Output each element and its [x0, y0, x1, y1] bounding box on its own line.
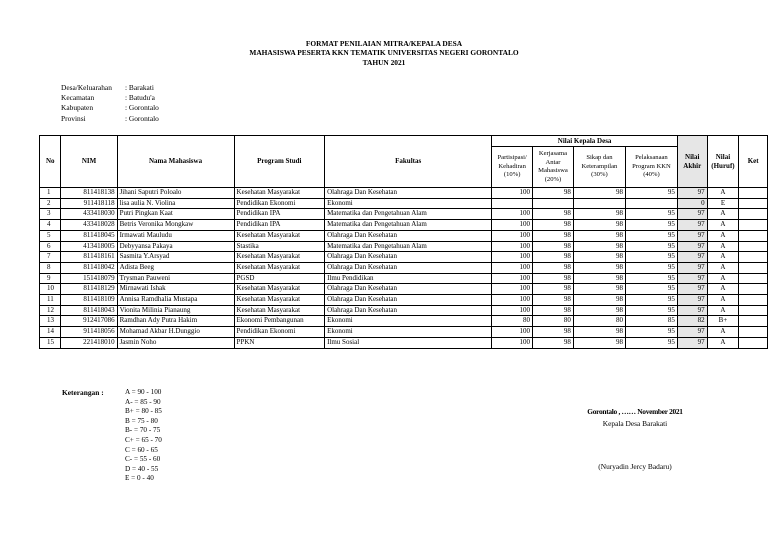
cell-fakultas: Olahraga Dan Kesehatan — [325, 188, 492, 199]
header-no: No — [40, 136, 61, 188]
cell-partisipasi: 100 — [492, 327, 533, 338]
cell-nama: lisa aulia N. Violina — [117, 198, 234, 209]
cell-nilai-huruf: A — [707, 188, 739, 199]
cell-sikap: 98 — [573, 220, 625, 231]
cell-sikap: 80 — [573, 316, 625, 327]
info-value: : Gorontalo — [125, 113, 159, 123]
cell-nilai-huruf: A — [707, 327, 739, 338]
cell-ket — [739, 198, 768, 209]
info-label: Kabupaten — [61, 103, 94, 113]
cell-ket — [739, 209, 768, 220]
cell-fakultas: Matematika dan Pengetahuan Alam — [325, 241, 492, 252]
header-kerjasama: Kerjasama Antar Mahasiswa (20%) — [533, 147, 574, 188]
cell-nilai-akhir: 0 — [677, 198, 707, 209]
cell-nama: Adista Beeg — [117, 262, 234, 273]
table-row — [40, 327, 768, 338]
cell-no: 13 — [40, 316, 61, 327]
cell-pelaksanaan: 85 — [625, 316, 677, 327]
cell-nilai-akhir: 97 — [677, 337, 707, 348]
cell-prodi: Pendidikan Ekonomi — [234, 327, 325, 338]
cell-prodi: PGSD — [234, 273, 325, 284]
cell-nilai-huruf: A — [707, 284, 739, 295]
info-row-kecamatan — [61, 93, 159, 103]
cell-no: 5 — [40, 230, 61, 241]
cell-nilai-huruf: A — [707, 295, 739, 306]
info-row-provinsi — [61, 114, 159, 124]
table-row — [40, 188, 768, 199]
info-row-desa — [61, 83, 159, 93]
table-row — [40, 252, 768, 263]
cell-sikap: 98 — [573, 252, 625, 263]
cell-partisipasi: 100 — [492, 252, 533, 263]
cell-nim: 221418010 — [61, 337, 117, 348]
cell-fakultas: Olahraga Dan Kesehatan — [325, 284, 492, 295]
cell-fakultas: Olahraga Dan Kesehatan — [325, 230, 492, 241]
cell-nilai-akhir: 97 — [677, 295, 707, 306]
cell-nilai-akhir: 97 — [677, 252, 707, 263]
cell-partisipasi: 100 — [492, 337, 533, 348]
cell-nilai-huruf: A — [707, 230, 739, 241]
cell-nama: Betris Veronika Mongkaw — [117, 220, 234, 231]
cell-nilai-akhir: 97 — [677, 188, 707, 199]
cell-fakultas: Olahraga Dan Kesehatan — [325, 252, 492, 263]
cell-pelaksanaan: 95 — [625, 252, 677, 263]
header-fakultas: Fakultas — [325, 136, 492, 188]
cell-ket — [739, 252, 768, 263]
header-sikap: Sikap dan Keterampilan (30%) — [573, 147, 625, 188]
table-row — [40, 241, 768, 252]
signature-date: Gorontalo , …… November 2021 — [587, 407, 683, 416]
cell-pelaksanaan: 95 — [625, 230, 677, 241]
grade-scale-item: C- = 55 - 60 — [125, 455, 161, 464]
cell-prodi: PPKN — [234, 337, 325, 348]
cell-partisipasi: 100 — [492, 220, 533, 231]
cell-prodi: Ekonomi Pembangunan — [234, 316, 325, 327]
grade-scale-item: D = 40 - 55 — [125, 464, 159, 473]
title-line-1: FORMAT PENILAIAN MITRA/KEPALA DESA — [305, 39, 463, 48]
cell-partisipasi: 100 — [492, 273, 533, 284]
cell-pelaksanaan: 95 — [625, 295, 677, 306]
table-row — [40, 337, 768, 348]
cell-no: 9 — [40, 273, 61, 284]
table-row — [40, 284, 768, 295]
cell-nama: Jasmin Noho — [117, 337, 234, 348]
cell-ket — [739, 316, 768, 327]
table-body — [40, 188, 768, 349]
grade-scale-item: A = 90 - 100 — [125, 388, 162, 396]
cell-no: 11 — [40, 295, 61, 306]
cell-partisipasi: 100 — [492, 295, 533, 306]
grades-table — [39, 135, 768, 349]
header-pelaksanaan: Pelaksanaan Program KKN (40%) — [625, 147, 677, 188]
cell-pelaksanaan: 95 — [625, 337, 677, 348]
info-value: : Gorontalo — [125, 103, 159, 113]
cell-no: 4 — [40, 220, 61, 231]
cell-nilai-akhir: 97 — [677, 220, 707, 231]
cell-kerjasama: 98 — [533, 295, 574, 306]
cell-ket — [739, 241, 768, 252]
cell-kerjasama: 80 — [533, 316, 574, 327]
grade-scale-item: B = 75 - 80 — [125, 416, 158, 425]
cell-partisipasi: 100 — [492, 209, 533, 220]
cell-fakultas: Ilmu Pendidikan — [325, 273, 492, 284]
cell-prodi: Kesehatan Masyarakat — [234, 252, 325, 263]
cell-nilai-huruf: A — [707, 220, 739, 231]
cell-pelaksanaan: 95 — [625, 262, 677, 273]
signature-role: Kepala Desa Barakati — [602, 419, 668, 428]
cell-nilai-huruf: A — [707, 273, 739, 284]
cell-nama: Mohamad Akbar H.Dunggio — [117, 327, 234, 338]
cell-nim: 413418005 — [61, 241, 117, 252]
cell-nim: 811418042 — [61, 262, 117, 273]
cell-fakultas: Ekonomi — [325, 198, 492, 209]
cell-pelaksanaan: 95 — [625, 188, 677, 199]
table-row — [40, 273, 768, 284]
cell-nama: Annisa Ramdhalia Mustapa — [117, 295, 234, 306]
grade-scale-item: E = 0 - 40 — [125, 474, 154, 483]
cell-nim: 811418138 — [61, 188, 117, 199]
cell-fakultas: Ekonomi — [325, 316, 492, 327]
grade-scale-item: C = 60 - 65 — [125, 445, 158, 454]
cell-no: 8 — [40, 262, 61, 273]
cell-ket — [739, 230, 768, 241]
cell-no: 14 — [40, 327, 61, 338]
table-row — [40, 220, 768, 231]
cell-pelaksanaan — [625, 198, 677, 209]
cell-ket — [739, 284, 768, 295]
cell-kerjasama: 98 — [533, 305, 574, 316]
cell-sikap: 98 — [573, 188, 625, 199]
cell-sikap: 98 — [573, 295, 625, 306]
info-label: Desa/Keluarahan — [61, 83, 112, 92]
cell-kerjasama: 98 — [533, 230, 574, 241]
signature-block — [560, 407, 710, 471]
cell-nilai-huruf: A — [707, 305, 739, 316]
table-row — [40, 262, 768, 273]
document-title — [0, 39, 768, 67]
cell-fakultas: Matematika dan Pengetahuan Alam — [325, 220, 492, 231]
header-nilai-huruf: Nilai (Huruf) — [707, 136, 739, 188]
cell-fakultas: Ekonomi — [325, 327, 492, 338]
cell-sikap: 98 — [573, 241, 625, 252]
cell-nilai-akhir: 97 — [677, 241, 707, 252]
cell-nama: Putri Pingkan Kaat — [117, 209, 234, 220]
cell-fakultas: Ilmu Sosial — [325, 337, 492, 348]
cell-nilai-huruf: E — [707, 198, 739, 209]
cell-pelaksanaan: 95 — [625, 241, 677, 252]
cell-nilai-huruf: A — [707, 241, 739, 252]
keterangan-label: Keterangan : — [62, 388, 104, 397]
table-row — [40, 305, 768, 316]
location-info — [61, 83, 159, 124]
cell-kerjasama: 98 — [533, 220, 574, 231]
cell-kerjasama: 98 — [533, 188, 574, 199]
table-row — [40, 209, 768, 220]
cell-nilai-huruf: A — [707, 337, 739, 348]
grade-scale-item: C+ = 65 - 70 — [125, 435, 162, 444]
cell-nilai-akhir: 97 — [677, 209, 707, 220]
header-nilai-kepala-desa: Nilai Kepala Desa — [492, 136, 678, 147]
table-row — [40, 230, 768, 241]
cell-nim: 811418045 — [61, 230, 117, 241]
cell-nilai-akhir: 97 — [677, 305, 707, 316]
table-row — [40, 295, 768, 306]
header-ket: Ket — [739, 136, 768, 188]
cell-kerjasama: 98 — [533, 284, 574, 295]
grade-scale-list — [125, 388, 162, 484]
cell-nim: 433418030 — [61, 209, 117, 220]
cell-kerjasama: 98 — [533, 273, 574, 284]
cell-sikap: 98 — [573, 262, 625, 273]
header-nama: Nama Mahasiswa — [117, 136, 234, 188]
cell-partisipasi: 80 — [492, 316, 533, 327]
cell-ket — [739, 220, 768, 231]
cell-no: 7 — [40, 252, 61, 263]
cell-partisipasi — [492, 198, 533, 209]
cell-partisipasi: 100 — [492, 262, 533, 273]
cell-kerjasama: 98 — [533, 262, 574, 273]
cell-partisipasi: 100 — [492, 241, 533, 252]
cell-no: 15 — [40, 337, 61, 348]
cell-nama: Ramdhan Ady Putra Hakim — [117, 316, 234, 327]
cell-nim: 433418028 — [61, 220, 117, 231]
cell-ket — [739, 295, 768, 306]
cell-pelaksanaan: 95 — [625, 327, 677, 338]
cell-nilai-akhir: 97 — [677, 273, 707, 284]
title-line-3: TAHUN 2021 — [362, 57, 406, 67]
header-nim: NIM — [61, 136, 117, 188]
info-value: : Batudu'a — [125, 93, 155, 103]
info-label: Kecamatan — [61, 93, 95, 103]
cell-nim: 912417086 — [61, 316, 117, 327]
cell-no: 2 — [40, 198, 61, 209]
info-label: Provinsi — [61, 113, 86, 123]
cell-no: 6 — [40, 241, 61, 252]
cell-ket — [739, 262, 768, 273]
cell-sikap: 98 — [573, 284, 625, 295]
grade-scale-item: B+ = 80 - 85 — [125, 407, 162, 416]
cell-no: 12 — [40, 305, 61, 316]
cell-ket — [739, 188, 768, 199]
cell-nama: Debyyansa Pakaya — [117, 241, 234, 252]
cell-ket — [739, 273, 768, 284]
cell-pelaksanaan: 95 — [625, 305, 677, 316]
grade-scale-item: B- = 70 - 75 — [125, 426, 161, 435]
cell-ket — [739, 305, 768, 316]
cell-kerjasama: 98 — [533, 252, 574, 263]
cell-prodi: Kesehatan Masyarakat — [234, 305, 325, 316]
cell-nim: 811418161 — [61, 252, 117, 263]
cell-fakultas: Olahraga Dan Kesehatan — [325, 262, 492, 273]
cell-no: 1 — [40, 188, 61, 199]
cell-partisipasi: 100 — [492, 188, 533, 199]
signature-name: (Nuryadin Jercy Badaru) — [598, 462, 672, 471]
cell-sikap: 98 — [573, 327, 625, 338]
cell-fakultas: Matematika dan Pengetahuan Alam — [325, 209, 492, 220]
cell-nilai-akhir: 97 — [677, 327, 707, 338]
cell-nim: 811418129 — [61, 284, 117, 295]
cell-prodi: Pendidikan IPA — [234, 209, 325, 220]
header-nilai-akhir: Nilai Akhir — [677, 136, 707, 188]
grade-scale-item: A- = 85 - 90 — [125, 397, 161, 406]
cell-fakultas: Olahraga Dan Kesehatan — [325, 305, 492, 316]
cell-partisipasi: 100 — [492, 305, 533, 316]
cell-prodi: Pendidikan IPA — [234, 220, 325, 231]
cell-prodi: Kesehatan Masyarakat — [234, 230, 325, 241]
cell-ket — [739, 337, 768, 348]
cell-kerjasama: 98 — [533, 241, 574, 252]
cell-kerjasama: 98 — [533, 209, 574, 220]
cell-no: 3 — [40, 209, 61, 220]
cell-prodi: Kesehatan Masyarakat — [234, 262, 325, 273]
cell-pelaksanaan: 95 — [625, 284, 677, 295]
cell-nim: 811418109 — [61, 295, 117, 306]
cell-nilai-akhir: 97 — [677, 230, 707, 241]
cell-nim: 911418118 — [61, 198, 117, 209]
cell-nilai-huruf: A — [707, 262, 739, 273]
cell-partisipasi: 100 — [492, 230, 533, 241]
cell-sikap: 98 — [573, 337, 625, 348]
cell-nilai-huruf: A — [707, 252, 739, 263]
cell-pelaksanaan: 95 — [625, 209, 677, 220]
cell-nama: Trysman Pauweni — [117, 273, 234, 284]
cell-nilai-huruf: B+ — [707, 316, 739, 327]
cell-nilai-akhir: 82 — [677, 316, 707, 327]
cell-nama: Jihani Saputri Poloalo — [117, 188, 234, 199]
cell-pelaksanaan: 95 — [625, 273, 677, 284]
cell-nim: 911418056 — [61, 327, 117, 338]
cell-sikap: 98 — [573, 273, 625, 284]
cell-nilai-huruf: A — [707, 209, 739, 220]
cell-prodi: Pendidikan Ekonomi — [234, 198, 325, 209]
cell-nilai-akhir: 97 — [677, 262, 707, 273]
cell-sikap: 98 — [573, 305, 625, 316]
cell-pelaksanaan: 95 — [625, 220, 677, 231]
header-partisipasi: Partisipasi/ Kehadiran (10%) — [492, 147, 533, 188]
cell-nama: Irmawati Mauludu — [117, 230, 234, 241]
cell-prodi: Stastika — [234, 241, 325, 252]
cell-fakultas: Olahraga Dan Kesehatan — [325, 295, 492, 306]
cell-kerjasama: 98 — [533, 337, 574, 348]
cell-nama: Mirnawati Ishak — [117, 284, 234, 295]
header-prodi: Program Studi — [234, 136, 325, 188]
cell-no: 10 — [40, 284, 61, 295]
title-line-2: MAHASISWA PESERTA KKN TEMATIK UNIVERSITAS NEGERI GORONTALO — [249, 48, 519, 58]
table-row — [40, 316, 768, 327]
cell-ket — [739, 327, 768, 338]
cell-nama: Sasmita Y.Arsyad — [117, 252, 234, 263]
cell-kerjasama — [533, 198, 574, 209]
cell-nim: 811418043 — [61, 305, 117, 316]
cell-kerjasama: 98 — [533, 327, 574, 338]
cell-prodi: Kesehatan Masyarakat — [234, 188, 325, 199]
info-row-kabupaten — [61, 103, 159, 113]
table-row — [40, 198, 768, 209]
cell-nim: 151418079 — [61, 273, 117, 284]
cell-partisipasi: 100 — [492, 284, 533, 295]
cell-sikap: 98 — [573, 209, 625, 220]
cell-sikap: 98 — [573, 230, 625, 241]
cell-prodi: Kesehatan Masyarakat — [234, 295, 325, 306]
cell-nilai-akhir: 97 — [677, 284, 707, 295]
info-value: : Barakati — [125, 83, 154, 92]
cell-sikap — [573, 198, 625, 209]
cell-nama: Vionita Milinia Pianaung — [117, 305, 234, 316]
cell-prodi: Kesehatan Masyarakat — [234, 284, 325, 295]
